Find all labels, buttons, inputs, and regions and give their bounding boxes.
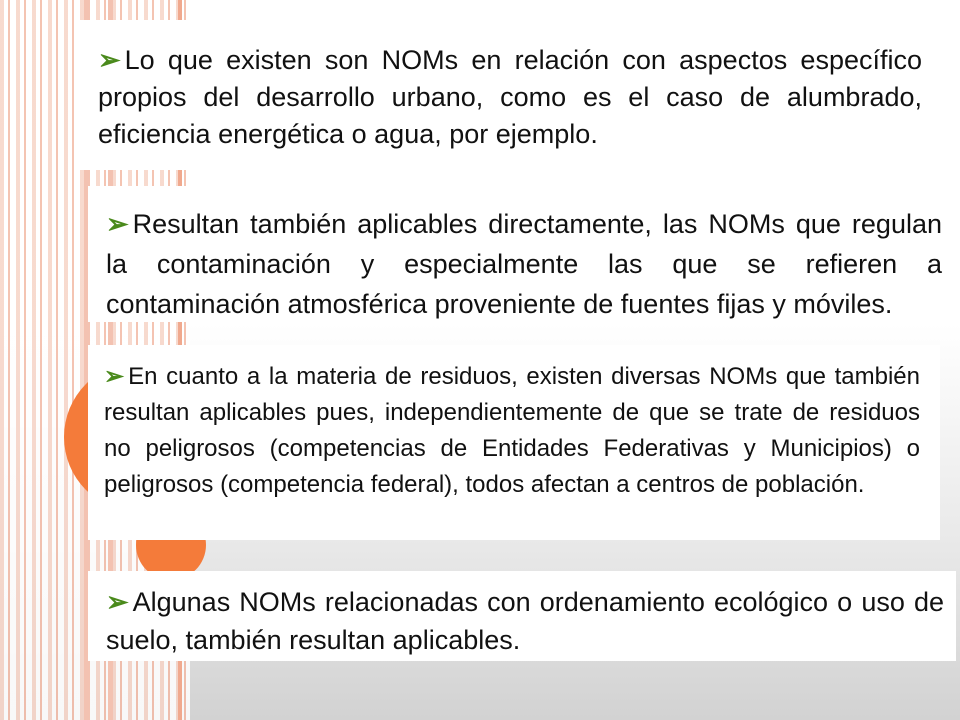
paragraph-3: En cuanto a la materia de residuos, existen diversas NOMs que también resultan aplicables pues, independientemente de que se trate de residuos no peligrosos (competencias de Entidades Federativas y Municipios) o peligrosos (competencia federal), todos afectan a centros de población. bbox=[104, 363, 920, 498]
paragraph-1: Lo que existen son NOMs en relación con aspectos específico propios del desarrollo urbano, como es el caso de alumbrado, eficiencia energética o agua, por ejemplo. bbox=[98, 45, 922, 149]
bullet-arrow-icon: ➢ bbox=[106, 587, 129, 617]
paragraph-4: Algunas NOMs relacionadas con ordenamiento ecológico o uso de suelo, también resultan aplicables. bbox=[106, 587, 944, 655]
text-box-4 bbox=[88, 571, 956, 661]
bullet-arrow-icon: ➢ bbox=[98, 45, 121, 75]
text-box-2 bbox=[88, 186, 956, 322]
bullet-arrow-icon: ➢ bbox=[106, 209, 129, 239]
text-box-3 bbox=[88, 345, 940, 540]
bullet-arrow-icon: ➢ bbox=[104, 363, 125, 390]
paragraph-2: Resultan también aplicables directamente, las NOMs que regulan la contaminación y especialmente las que se refieren a contaminación atmosférica proveniente de fuentes fijas y móviles. bbox=[106, 209, 942, 319]
text-box-1 bbox=[80, 20, 940, 170]
